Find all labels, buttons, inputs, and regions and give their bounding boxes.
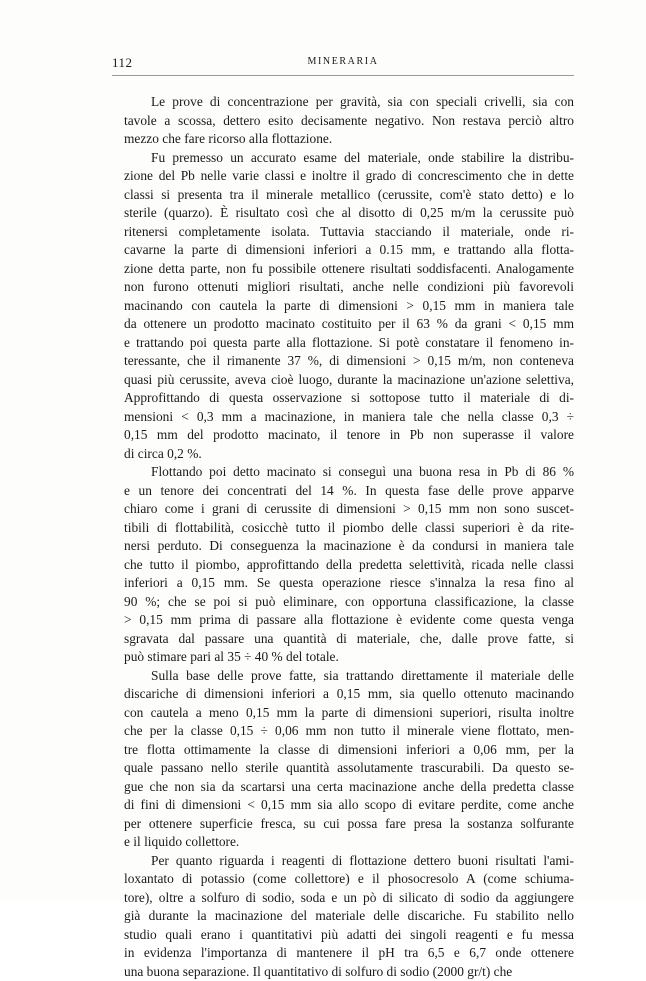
text-line: macinando con cautela la parte di dimensioni > 0,15 mm in maniera tale — [124, 297, 574, 316]
text-line: può stimare pari al 35 ÷ 40 % del totale. — [124, 648, 574, 667]
text-line: teressante, che il rimanente 37 %, di dimensioni > 0,15 m/m, non conteneva — [124, 352, 574, 371]
text-line: che per la classe 0,15 ÷ 0,06 mm non tutto il minerale viene flottato, men- — [124, 722, 574, 741]
text-line: che tutto il piombo, approfittando della predetta selettività, ricada nelle classi — [124, 556, 574, 575]
text-line: tre flotta ottimamente la classe di dimensioni inferiori a 0,06 mm, per la — [124, 741, 574, 760]
text-line: in evidenza l'importanza di mantenere il pH tra 6,5 e 6,7 onde ottenere — [124, 944, 574, 963]
text-line: gue che non sia da scartarsi una certa macinazione anche della predetta classe — [124, 778, 574, 797]
text-line: 0,15 mm del prodotto macinato, il tenore in Pb non superasse il valore — [124, 426, 574, 445]
text-line: inferiori a 0,15 mm. Se questa operazione riesce s'innalza la resa fino al — [124, 574, 574, 593]
text-line: tibili di flottabilità, cosicchè tutto il piombo delle classi superiori è da rite- — [124, 519, 574, 538]
text-line: cavarne la parte di dimensioni inferiori a 0.15 mm, e trattando alla flotta- — [124, 241, 574, 260]
text-line: sterile (quarzo). È risultato così che al disotto di 0,25 m/m la cerussite può — [124, 204, 574, 223]
paragraph — [124, 667, 574, 852]
paragraph — [124, 852, 574, 981]
text-line: nersi perduto. Di conseguenza la macinazione è da condursi in maniera tale — [124, 537, 574, 556]
text-line: 90 %; che se poi si può eliminare, con opportuna classificazione, la classe — [124, 593, 574, 612]
text-line: Approfittando di questa osservazione si sottopose tutto il materiale di di- — [124, 389, 574, 408]
page-number: 112 — [112, 55, 133, 71]
body-text — [124, 93, 574, 981]
text-line: quale passano nello sterile quantità assolutamente trascurabili. Da questo se- — [124, 759, 574, 778]
paragraph — [124, 463, 574, 667]
page-header — [112, 55, 574, 75]
text-line: studio quali erano i quantitativi più adatti dei singoli reagenti e fu messa — [124, 926, 574, 945]
text-line: non furono ottenuti migliori risultati, anche nelle condizioni più favorevoli — [124, 278, 574, 297]
text-line: una buona separazione. Il quantitativo di solfuro di sodio (2000 gr/t) che — [124, 963, 574, 981]
text-line: mezzo che fare ricorso alla flottazione. — [124, 130, 574, 149]
text-line: Le prove di concentrazione per gravità, sia con speciali crivelli, sia con — [124, 93, 574, 112]
text-line: chiaro come i grani di cerussite di dimensioni > 0,15 mm non sono suscet- — [124, 500, 574, 519]
text-line: Flottando poi detto macinato si conseguì una buona resa in Pb di 86 % — [124, 463, 574, 482]
text-line: zione del Pb nelle varie classi e inoltre il grado di concrescimento che in dette — [124, 167, 574, 186]
text-line: già durante la macinazione del materiale delle discariche. Fu stabilito nello — [124, 907, 574, 926]
text-line: Sulla base delle prove fatte, sia trattando direttamente il materiale delle — [124, 667, 574, 686]
text-line: con cautela a meno 0,15 mm la parte di dimensioni superiori, risulta inoltre — [124, 704, 574, 723]
text-line: e trattando poi questa parte alla flottazione. Si potè constatare il fenomeno in- — [124, 334, 574, 353]
text-line: tavole a scossa, dettero esito decisamente negativo. Non restava perciò altro — [124, 112, 574, 131]
text-line: di fini di dimensioni < 0,15 mm sia allo scopo di evitare perdite, come anche — [124, 796, 574, 815]
header-rule — [112, 75, 574, 76]
paragraph — [124, 149, 574, 464]
text-line: loxantato di potassio (come collettore) e il phosocresolo A (come schiuma- — [124, 870, 574, 889]
text-line: e un tenore dei concentrati del 14 %. In questa fase delle prove apparve — [124, 482, 574, 501]
text-line: tore), oltre a solfuro di sodio, soda e un pò di silicato di sodio da aggiungere — [124, 889, 574, 908]
text-line: classi si presenta tra il minerale metallico (cerussite, com'è stato detto) e lo — [124, 186, 574, 205]
text-line: sgravata dal passare una quantità di materiale, che, dalle prove fatte, si — [124, 630, 574, 649]
text-line: discariche di dimensioni inferiori a 0,15 mm, sia quello ottenuto macinando — [124, 685, 574, 704]
paragraph — [124, 93, 574, 149]
text-line: quasi più cerussite, aveva cioè luogo, durante la macinazione un'azione selettiva, — [124, 371, 574, 390]
text-line: mensioni < 0,3 mm a macinazione, in maniera tale che nella classe 0,3 ÷ — [124, 408, 574, 427]
text-line: da ottenere un prodotto macinato costituito per il 63 % da grani < 0,15 mm — [124, 315, 574, 334]
text-line: Per quanto riguarda i reagenti di flottazione dettero buoni risultati l'ami- — [124, 852, 574, 871]
text-line: > 0,15 mm prima di passare alla flottazione è evidente come questa venga — [124, 611, 574, 630]
text-line: Fu premesso un accurato esame del materiale, onde stabilire la distribu- — [124, 149, 574, 168]
text-line: di circa 0,2 %. — [124, 445, 574, 464]
text-line: zione detta parte, non fu possibile ottenere risultati soddisfacenti. Analogamente — [124, 260, 574, 279]
text-line: e il liquido collettore. — [124, 833, 574, 852]
text-line: ritenersi completamente isolata. Tuttavia stacciando il materiale, onde ri- — [124, 223, 574, 242]
text-line: per ottenere superficie fresca, su cui possa fare presa la sostanza solfurante — [124, 815, 574, 834]
running-title: MINERARIA — [112, 56, 574, 67]
